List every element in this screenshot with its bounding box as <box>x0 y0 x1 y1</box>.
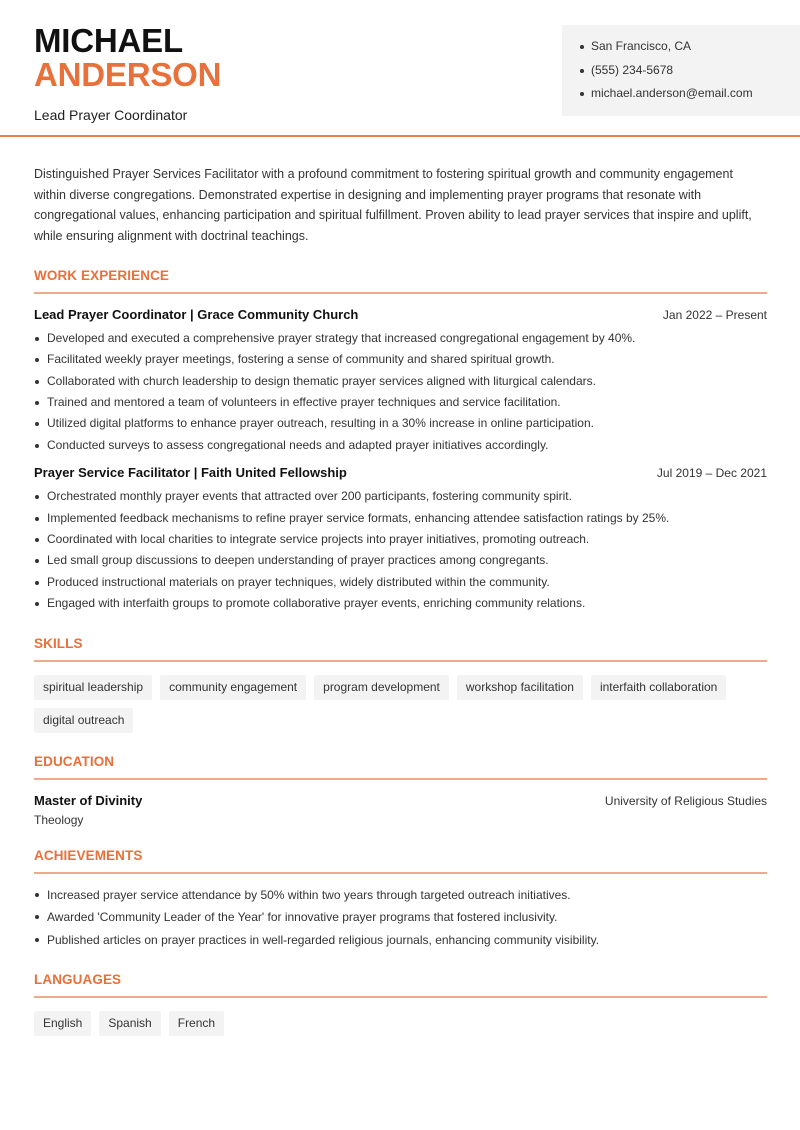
job-title: Lead Prayer Coordinator <box>34 107 188 123</box>
languages-section <box>34 972 767 1036</box>
resume-header <box>0 0 800 137</box>
bullet-text: Published articles on prayer practices in well-regarded religious journals, enhancing community visibility. <box>47 932 600 947</box>
phone-text: (555) 234-5678 <box>591 62 674 77</box>
list-item <box>34 349 767 370</box>
name-block <box>34 24 221 123</box>
bullet-text: Collaborated with church leadership to design thematic prayer services aligned with liturgical calendars. <box>47 373 596 388</box>
bullet-icon <box>35 444 39 448</box>
job-dates: Jul 2019 – Dec 2021 <box>656 466 767 481</box>
list-item <box>34 508 767 529</box>
bullet-icon <box>35 337 39 341</box>
section-title: EDUCATION <box>34 754 767 780</box>
bullet-text: Awarded 'Community Leader of the Year' for innovative prayer programs that fostered inclusivity. <box>47 910 558 925</box>
first-name: MICHAEL <box>34 22 183 59</box>
education-header <box>34 793 767 808</box>
section-title: SKILLS <box>34 636 767 662</box>
skill-tag: spiritual leadership <box>34 675 152 700</box>
bullet-icon <box>35 517 39 521</box>
bullet-text: Produced instructional materials on prayer techniques, widely distributed within the community. <box>47 574 550 589</box>
email-text: michael.anderson@email.com <box>591 86 753 100</box>
bullet-text: Implemented feedback mechanisms to refine prayer service formats, enhancing attendee satisfaction ratings by 25%. <box>47 510 670 525</box>
bullet-icon <box>35 602 39 606</box>
bullet-icon <box>35 401 39 405</box>
job-bullets <box>34 486 767 614</box>
achievements-section <box>34 848 767 952</box>
list-item <box>34 550 767 571</box>
bullet-icon <box>35 538 39 542</box>
bullet-icon <box>35 422 39 426</box>
languages-list <box>34 1011 774 1036</box>
job-header <box>34 307 767 322</box>
list-item <box>34 529 767 550</box>
list-item <box>34 413 767 434</box>
contact-location <box>580 39 800 63</box>
achievements-list <box>34 884 767 952</box>
language-tag: Spanish <box>99 1011 160 1036</box>
bullet-icon <box>35 380 39 384</box>
bullet-icon <box>35 938 39 942</box>
list-item <box>34 486 767 507</box>
bullet-text: Engaged with interfaith groups to promote collaborative prayer events, enriching community relations. <box>47 596 586 611</box>
section-title: LANGUAGES <box>34 972 767 998</box>
education-section <box>34 754 767 827</box>
list-item <box>34 929 767 952</box>
list-item <box>34 392 767 413</box>
bullet-icon <box>580 69 584 73</box>
bullet-text: Coordinated with local charities to integrate service projects into prayer initiatives, promoting outreach. <box>47 532 590 547</box>
bullet-text: Conducted surveys to assess congregational needs and adapted prayer initiatives accordingly. <box>47 437 549 452</box>
degree: Master of Divinity <box>34 792 143 808</box>
work-experience-section <box>34 268 767 615</box>
skill-tag: community engagement <box>160 675 306 700</box>
job-role: Prayer Service Facilitator | Faith United Fellowship <box>34 465 347 481</box>
skills-list <box>34 675 774 733</box>
field-of-study: Theology <box>34 812 84 827</box>
job-entry <box>34 307 767 456</box>
school: University of Religious Studies <box>604 793 767 808</box>
bullet-text: Developed and executed a comprehensive prayer strategy that increased congregational engagement by 40%. <box>47 330 636 345</box>
language-tag: French <box>169 1011 224 1036</box>
skill-tag: workshop facilitation <box>457 675 583 700</box>
list-item <box>34 371 767 392</box>
skill-tag: interfaith collaboration <box>591 675 726 700</box>
contact-phone <box>580 63 800 87</box>
section-title: WORK EXPERIENCE <box>34 268 767 294</box>
bullet-text: Utilized digital platforms to enhance prayer outreach, resulting in a 30% increase in online participation. <box>47 416 594 431</box>
bullet-icon <box>35 915 39 919</box>
job-entry <box>34 465 767 614</box>
list-item <box>34 435 767 456</box>
list-item <box>34 593 767 614</box>
job-header <box>34 465 767 480</box>
bullet-icon <box>580 45 584 49</box>
last-name: ANDERSON <box>34 56 222 93</box>
contact-email <box>580 86 800 110</box>
bullet-text: Increased prayer service attendance by 50% within two years through targeted outreach initiatives. <box>47 887 571 902</box>
bullet-icon <box>35 495 39 499</box>
skills-section <box>34 636 767 733</box>
skill-tag: digital outreach <box>34 708 133 733</box>
job-role: Lead Prayer Coordinator | Grace Community Church <box>34 306 359 322</box>
list-item <box>34 572 767 593</box>
skill-tag: program development <box>314 675 449 700</box>
section-title: ACHIEVEMENTS <box>34 848 767 874</box>
location-text: San Francisco, CA <box>591 39 692 53</box>
bullet-text: Facilitated weekly prayer meetings, fostering a sense of community and shared spiritual growth. <box>47 352 555 367</box>
bullet-text: Orchestrated monthly prayer events that attracted over 200 participants, fostering community spirit. <box>47 489 572 504</box>
bullet-icon <box>35 581 39 585</box>
bullet-icon <box>35 358 39 362</box>
job-dates: Jan 2022 – Present <box>662 307 767 322</box>
bullet-icon <box>35 893 39 897</box>
professional-summary: Distinguished Prayer Services Facilitator with a profound commitment to fostering spiritual growth and community engagement within diverse congregations. Demonstrated expertise in designing and implementing prayer programs that resonate with congregational values, enhancing participation and spiritual fulfillment. Proven ability to lead prayer services that inspire and uplift, while ensuring alignment with doctrinal teachings. <box>34 167 752 244</box>
bullet-icon <box>580 92 584 96</box>
list-item <box>34 328 767 349</box>
contact-box <box>562 25 800 116</box>
bullet-text: Trained and mentored a team of volunteers in effective prayer techniques and service facilitation. <box>47 395 561 410</box>
bullet-icon <box>35 559 39 563</box>
language-tag: English <box>34 1011 91 1036</box>
list-item <box>34 906 767 929</box>
education-entry <box>34 793 767 827</box>
list-item <box>34 884 767 907</box>
job-bullets <box>34 328 767 456</box>
bullet-text: Led small group discussions to deepen understanding of prayer practices among congregants. <box>47 553 549 568</box>
resume-body <box>34 164 767 1036</box>
